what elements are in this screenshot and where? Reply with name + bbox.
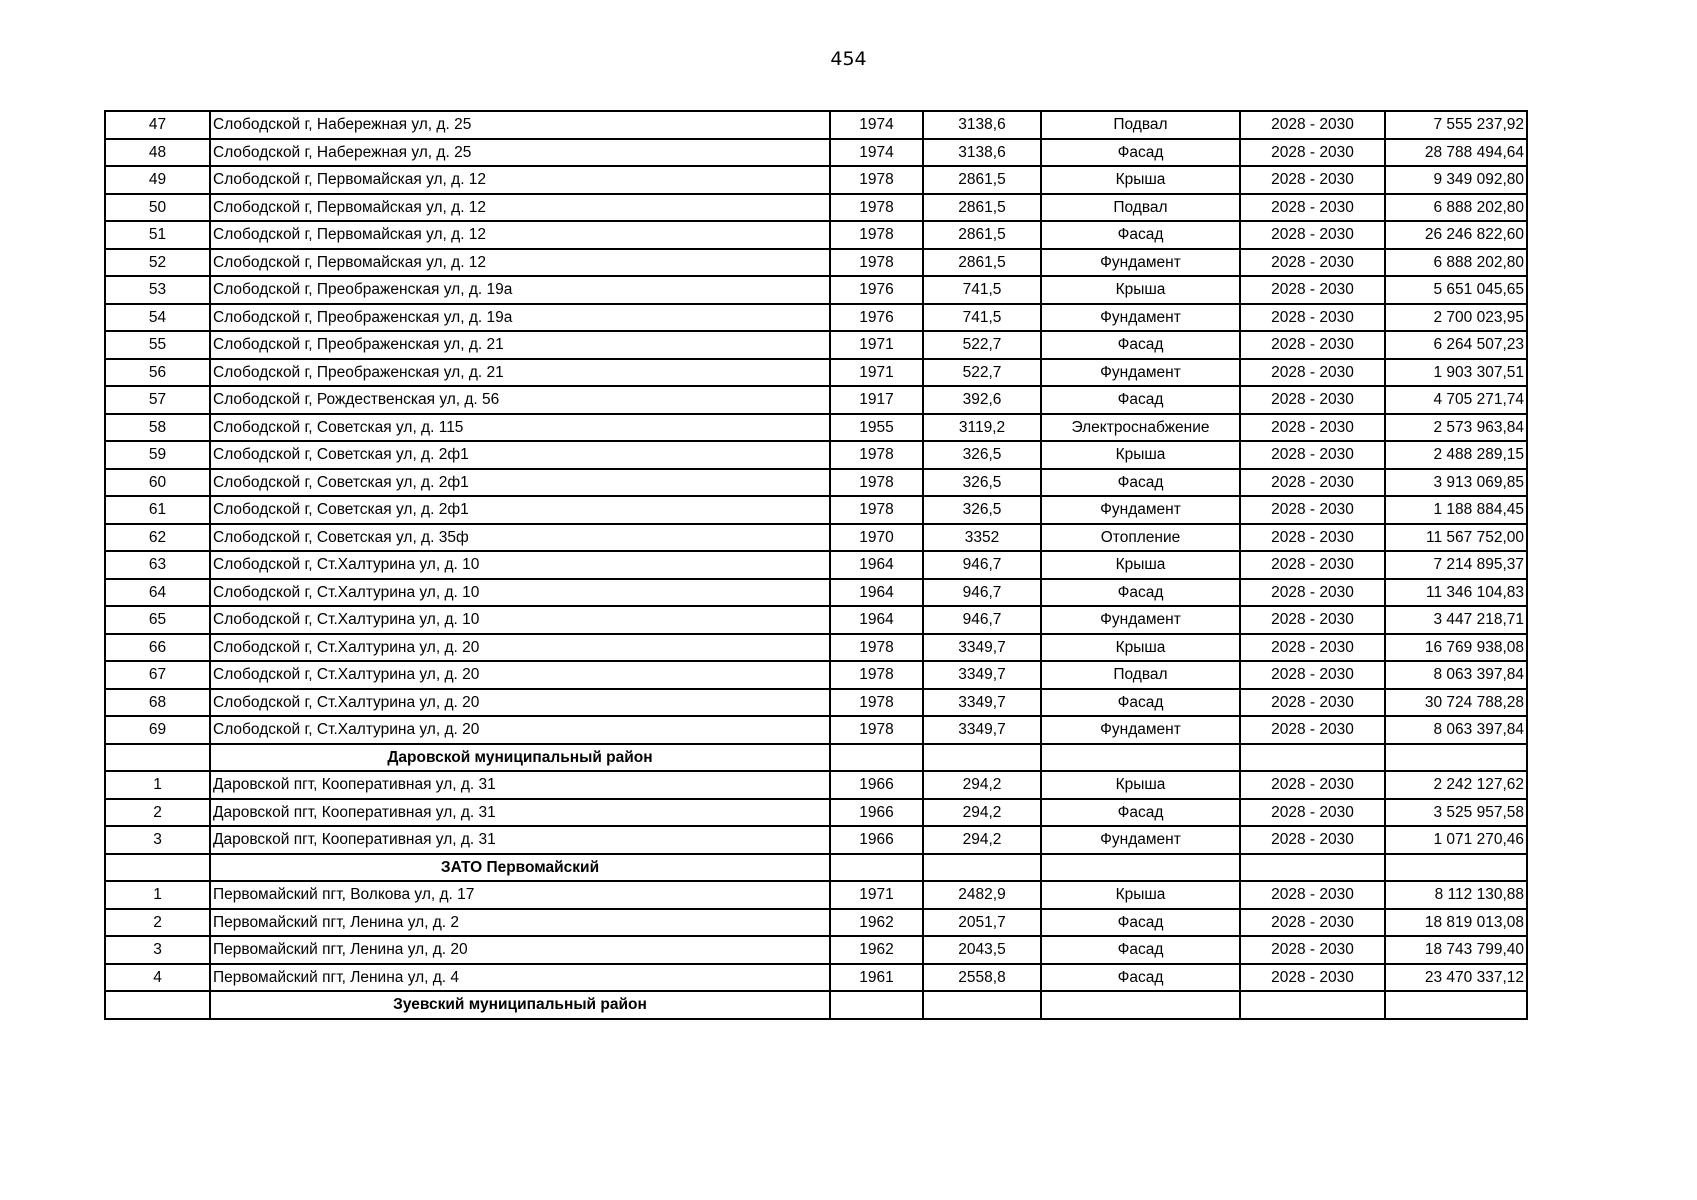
area-cell: 3352 [923,524,1041,552]
cost-cell: 11 346 104,83 [1385,579,1527,607]
period-cell: 2028 - 2030 [1240,194,1385,222]
build-year-cell: 1978 [830,249,923,277]
table-row [105,276,1527,304]
work-type-cell: Крыша [1041,881,1240,909]
build-year-cell: 1917 [830,386,923,414]
period-cell: 2028 - 2030 [1240,496,1385,524]
work-type-cell: Фасад [1041,139,1240,167]
area-cell: 946,7 [923,579,1041,607]
row-number-cell: 49 [105,166,210,194]
register-body [105,111,1527,1019]
period-cell: 2028 - 2030 [1240,304,1385,332]
row-number-cell: 1 [105,881,210,909]
table-row [105,716,1527,744]
period-cell: 2028 - 2030 [1240,139,1385,167]
address-cell: Даровской пгт, Кооперативная ул, д. 31 [210,826,830,854]
work-type-cell: Фасад [1041,469,1240,497]
table-row [105,304,1527,332]
cost-cell [1385,854,1527,882]
work-type-cell [1041,744,1240,772]
build-year-cell: 1978 [830,634,923,662]
cost-cell: 2 573 963,84 [1385,414,1527,442]
work-type-cell: Фундамент [1041,304,1240,332]
table-row [105,359,1527,387]
address-cell: Первомайский пгт, Ленина ул, д. 4 [210,964,830,992]
area-cell: 294,2 [923,826,1041,854]
row-number-cell: 57 [105,386,210,414]
period-cell: 2028 - 2030 [1240,249,1385,277]
address-cell: Слободской г, Набережная ул, д. 25 [210,111,830,139]
work-type-cell: Фундамент [1041,496,1240,524]
cost-cell: 18 743 799,40 [1385,936,1527,964]
build-year-cell: 1978 [830,716,923,744]
section-title-cell: Даровской муниципальный район [210,744,830,772]
cost-cell [1385,991,1527,1019]
address-cell: Слободской г, Советская ул, д. 2ф1 [210,469,830,497]
build-year-cell [830,991,923,1019]
period-cell: 2028 - 2030 [1240,524,1385,552]
work-type-cell: Крыша [1041,771,1240,799]
period-cell: 2028 - 2030 [1240,166,1385,194]
cost-cell: 3 525 957,58 [1385,799,1527,827]
work-type-cell: Крыша [1041,441,1240,469]
table-row [105,166,1527,194]
build-year-cell: 1978 [830,469,923,497]
build-year-cell: 1978 [830,496,923,524]
row-number-cell: 2 [105,799,210,827]
table-row [105,661,1527,689]
row-number-cell: 2 [105,909,210,937]
row-number-cell: 61 [105,496,210,524]
cost-cell: 7 214 895,37 [1385,551,1527,579]
period-cell: 2028 - 2030 [1240,579,1385,607]
address-cell: Слободской г, Ст.Халтурина ул, д. 10 [210,551,830,579]
table-row [105,469,1527,497]
address-cell: Слободской г, Преображенская ул, д. 21 [210,359,830,387]
cost-cell: 8 112 130,88 [1385,881,1527,909]
cost-cell: 8 063 397,84 [1385,716,1527,744]
work-type-cell: Фасад [1041,936,1240,964]
row-number-cell: 52 [105,249,210,277]
table-row [105,826,1527,854]
period-cell: 2028 - 2030 [1240,441,1385,469]
period-cell: 2028 - 2030 [1240,909,1385,937]
work-type-cell: Фасад [1041,689,1240,717]
work-type-cell: Подвал [1041,661,1240,689]
address-cell: Слободской г, Советская ул, д. 115 [210,414,830,442]
section-header-row [105,991,1527,1019]
table-row [105,386,1527,414]
build-year-cell: 1978 [830,441,923,469]
cost-cell: 11 567 752,00 [1385,524,1527,552]
period-cell: 2028 - 2030 [1240,386,1385,414]
build-year-cell: 1966 [830,799,923,827]
period-cell: 2028 - 2030 [1240,799,1385,827]
table-row [105,799,1527,827]
table-row [105,414,1527,442]
row-number-cell: 3 [105,936,210,964]
table-row [105,579,1527,607]
cost-cell: 8 063 397,84 [1385,661,1527,689]
area-cell: 3119,2 [923,414,1041,442]
section-header-row [105,744,1527,772]
row-number-cell: 66 [105,634,210,662]
period-cell: 2028 - 2030 [1240,606,1385,634]
area-cell: 2861,5 [923,194,1041,222]
address-cell: Слободской г, Преображенская ул, д. 19а [210,304,830,332]
build-year-cell: 1978 [830,166,923,194]
build-year-cell: 1974 [830,111,923,139]
build-year-cell: 1974 [830,139,923,167]
area-cell [923,991,1041,1019]
build-year-cell: 1971 [830,881,923,909]
cost-cell: 1 903 307,51 [1385,359,1527,387]
work-type-cell: Отопление [1041,524,1240,552]
table-row [105,249,1527,277]
row-number-cell [105,991,210,1019]
section-header-row [105,854,1527,882]
cost-cell: 1 188 884,45 [1385,496,1527,524]
address-cell: Даровской пгт, Кооперативная ул, д. 31 [210,771,830,799]
page-number: 454 [830,48,867,70]
row-number-cell: 51 [105,221,210,249]
cost-cell: 7 555 237,92 [1385,111,1527,139]
address-cell: Первомайский пгт, Ленина ул, д. 20 [210,936,830,964]
cost-cell: 23 470 337,12 [1385,964,1527,992]
period-cell [1240,744,1385,772]
table-row [105,909,1527,937]
build-year-cell: 1970 [830,524,923,552]
area-cell [923,744,1041,772]
cost-cell: 2 242 127,62 [1385,771,1527,799]
address-cell: Слободской г, Рождественская ул, д. 56 [210,386,830,414]
period-cell: 2028 - 2030 [1240,276,1385,304]
build-year-cell: 1962 [830,909,923,937]
cost-cell: 2 700 023,95 [1385,304,1527,332]
area-cell: 326,5 [923,469,1041,497]
area-cell: 522,7 [923,331,1041,359]
row-number-cell: 67 [105,661,210,689]
work-type-cell: Фасад [1041,799,1240,827]
row-number-cell: 64 [105,579,210,607]
address-cell: Слободской г, Ст.Халтурина ул, д. 20 [210,689,830,717]
work-type-cell: Фундамент [1041,826,1240,854]
work-type-cell: Фундамент [1041,606,1240,634]
address-cell: Слободской г, Ст.Халтурина ул, д. 10 [210,606,830,634]
table-row [105,634,1527,662]
work-type-cell: Фасад [1041,579,1240,607]
build-year-cell: 1962 [830,936,923,964]
row-number-cell: 56 [105,359,210,387]
work-type-cell: Фундамент [1041,249,1240,277]
row-number-cell: 62 [105,524,210,552]
period-cell: 2028 - 2030 [1240,221,1385,249]
work-type-cell: Крыша [1041,634,1240,662]
cost-cell: 26 246 822,60 [1385,221,1527,249]
area-cell: 326,5 [923,496,1041,524]
row-number-cell: 4 [105,964,210,992]
area-cell: 3349,7 [923,716,1041,744]
row-number-cell: 3 [105,826,210,854]
build-year-cell: 1966 [830,826,923,854]
address-cell: Слободской г, Советская ул, д. 2ф1 [210,496,830,524]
build-year-cell: 1971 [830,331,923,359]
row-number-cell: 54 [105,304,210,332]
area-cell: 294,2 [923,799,1041,827]
table-row [105,606,1527,634]
period-cell [1240,991,1385,1019]
table-row [105,221,1527,249]
work-type-cell: Фундамент [1041,359,1240,387]
area-cell: 741,5 [923,276,1041,304]
build-year-cell: 1976 [830,304,923,332]
period-cell: 2028 - 2030 [1240,771,1385,799]
address-cell: Слободской г, Ст.Халтурина ул, д. 20 [210,716,830,744]
area-cell: 2051,7 [923,909,1041,937]
period-cell: 2028 - 2030 [1240,964,1385,992]
cost-cell: 5 651 045,65 [1385,276,1527,304]
area-cell: 2861,5 [923,249,1041,277]
build-year-cell: 1978 [830,689,923,717]
work-type-cell: Фасад [1041,386,1240,414]
area-cell: 522,7 [923,359,1041,387]
work-type-cell: Фасад [1041,221,1240,249]
row-number-cell: 58 [105,414,210,442]
table-row [105,194,1527,222]
row-number-cell: 53 [105,276,210,304]
row-number-cell: 63 [105,551,210,579]
cost-cell: 1 071 270,46 [1385,826,1527,854]
address-cell: Слободской г, Ст.Халтурина ул, д. 20 [210,634,830,662]
build-year-cell: 1978 [830,221,923,249]
work-type-cell: Крыша [1041,551,1240,579]
table-row [105,496,1527,524]
period-cell: 2028 - 2030 [1240,826,1385,854]
cost-cell [1385,744,1527,772]
cost-cell: 28 788 494,64 [1385,139,1527,167]
cost-cell: 6 888 202,80 [1385,194,1527,222]
repair-register-table [104,110,1528,1020]
area-cell: 3349,7 [923,634,1041,662]
table-row [105,524,1527,552]
build-year-cell: 1964 [830,551,923,579]
cost-cell: 30 724 788,28 [1385,689,1527,717]
area-cell: 946,7 [923,606,1041,634]
work-type-cell: Фасад [1041,964,1240,992]
work-type-cell: Фасад [1041,331,1240,359]
address-cell: Слободской г, Первомайская ул, д. 12 [210,194,830,222]
period-cell: 2028 - 2030 [1240,936,1385,964]
work-type-cell: Подвал [1041,111,1240,139]
work-type-cell: Электроснабжение [1041,414,1240,442]
area-cell: 392,6 [923,386,1041,414]
build-year-cell [830,854,923,882]
build-year-cell: 1978 [830,194,923,222]
period-cell [1240,854,1385,882]
table-row [105,964,1527,992]
row-number-cell: 55 [105,331,210,359]
address-cell: Первомайский пгт, Ленина ул, д. 2 [210,909,830,937]
period-cell: 2028 - 2030 [1240,331,1385,359]
table-row [105,441,1527,469]
build-year-cell: 1976 [830,276,923,304]
cost-cell: 18 819 013,08 [1385,909,1527,937]
address-cell: Слободской г, Ст.Халтурина ул, д. 10 [210,579,830,607]
row-number-cell: 59 [105,441,210,469]
address-cell: Слободской г, Ст.Халтурина ул, д. 20 [210,661,830,689]
table-row [105,881,1527,909]
area-cell: 741,5 [923,304,1041,332]
row-number-cell: 68 [105,689,210,717]
address-cell: Слободской г, Советская ул, д. 2ф1 [210,441,830,469]
row-number-cell: 69 [105,716,210,744]
area-cell: 326,5 [923,441,1041,469]
section-title-cell: ЗАТО Первомайский [210,854,830,882]
build-year-cell: 1961 [830,964,923,992]
area-cell: 2861,5 [923,166,1041,194]
area-cell: 2043,5 [923,936,1041,964]
work-type-cell: Крыша [1041,166,1240,194]
address-cell: Слободской г, Первомайская ул, д. 12 [210,166,830,194]
cost-cell: 16 769 938,08 [1385,634,1527,662]
work-type-cell: Крыша [1041,276,1240,304]
period-cell: 2028 - 2030 [1240,716,1385,744]
area-cell: 294,2 [923,771,1041,799]
period-cell: 2028 - 2030 [1240,881,1385,909]
row-number-cell: 48 [105,139,210,167]
address-cell: Слободской г, Набережная ул, д. 25 [210,139,830,167]
area-cell: 2861,5 [923,221,1041,249]
area-cell: 3138,6 [923,111,1041,139]
table-row [105,551,1527,579]
row-number-cell [105,744,210,772]
address-cell: Первомайский пгт, Волкова ул, д. 17 [210,881,830,909]
table-row [105,936,1527,964]
address-cell: Даровской пгт, Кооперативная ул, д. 31 [210,799,830,827]
address-cell: Слободской г, Преображенская ул, д. 21 [210,331,830,359]
cost-cell: 3 913 069,85 [1385,469,1527,497]
table-row [105,111,1527,139]
work-type-cell [1041,991,1240,1019]
cost-cell: 3 447 218,71 [1385,606,1527,634]
build-year-cell [830,744,923,772]
section-title-cell: Зуевский муниципальный район [210,991,830,1019]
area-cell: 3349,7 [923,689,1041,717]
build-year-cell: 1966 [830,771,923,799]
build-year-cell: 1971 [830,359,923,387]
build-year-cell: 1964 [830,606,923,634]
address-cell: Слободской г, Первомайская ул, д. 12 [210,249,830,277]
address-cell: Слободской г, Первомайская ул, д. 12 [210,221,830,249]
row-number-cell: 50 [105,194,210,222]
table-row [105,689,1527,717]
row-number-cell: 1 [105,771,210,799]
period-cell: 2028 - 2030 [1240,414,1385,442]
cost-cell: 2 488 289,15 [1385,441,1527,469]
cost-cell: 6 888 202,80 [1385,249,1527,277]
area-cell [923,854,1041,882]
period-cell: 2028 - 2030 [1240,661,1385,689]
row-number-cell [105,854,210,882]
row-number-cell: 65 [105,606,210,634]
period-cell: 2028 - 2030 [1240,551,1385,579]
area-cell: 3349,7 [923,661,1041,689]
address-cell: Слободской г, Советская ул, д. 35ф [210,524,830,552]
work-type-cell: Подвал [1041,194,1240,222]
build-year-cell: 1964 [830,579,923,607]
cost-cell: 9 349 092,80 [1385,166,1527,194]
table-row [105,139,1527,167]
period-cell: 2028 - 2030 [1240,634,1385,662]
work-type-cell [1041,854,1240,882]
work-type-cell: Фундамент [1041,716,1240,744]
area-cell: 946,7 [923,551,1041,579]
row-number-cell: 47 [105,111,210,139]
address-cell: Слободской г, Преображенская ул, д. 19а [210,276,830,304]
area-cell: 2558,8 [923,964,1041,992]
build-year-cell: 1955 [830,414,923,442]
table-row [105,771,1527,799]
build-year-cell: 1978 [830,661,923,689]
period-cell: 2028 - 2030 [1240,689,1385,717]
table-row [105,331,1527,359]
area-cell: 3138,6 [923,139,1041,167]
cost-cell: 6 264 507,23 [1385,331,1527,359]
period-cell: 2028 - 2030 [1240,469,1385,497]
area-cell: 2482,9 [923,881,1041,909]
cost-cell: 4 705 271,74 [1385,386,1527,414]
work-type-cell: Фасад [1041,909,1240,937]
period-cell: 2028 - 2030 [1240,359,1385,387]
row-number-cell: 60 [105,469,210,497]
period-cell: 2028 - 2030 [1240,111,1385,139]
